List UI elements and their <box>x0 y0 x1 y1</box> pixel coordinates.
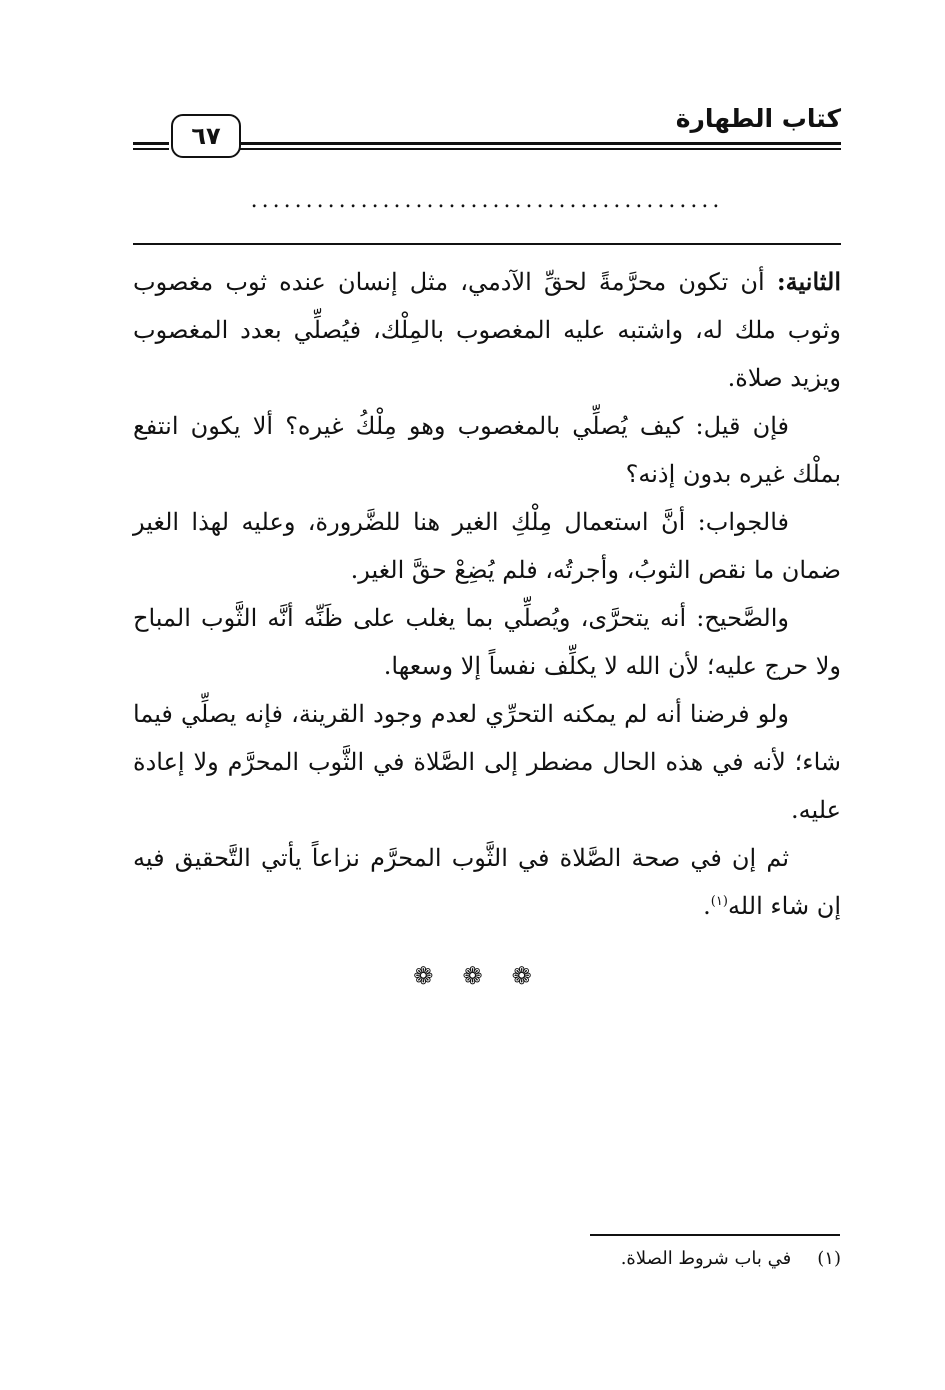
footnote-rule <box>590 1234 840 1236</box>
header-rule-right <box>239 142 841 152</box>
flower-ornament-icon: ❁ <box>511 962 532 990</box>
footnote-number: (١) <box>817 1248 841 1269</box>
paragraph-4: والصَّحيح: أنه يتحرَّى، ويُصلِّي بما يغلب على ظَنِّه أنَّه الثَّوب المباح ولا حرج عليه؛ لأن الله لا يكلِّف نفساً إلا وسعها. <box>133 604 841 680</box>
paragraph-6 <box>133 834 841 930</box>
paragraph-end: . <box>703 892 711 920</box>
running-title: كتاب الطهارة <box>675 104 841 133</box>
paragraph-text: ثم إن في صحة الصَّلاة في الثَّوب المحرَّم نزاعاً يأتي التَّحقيق فيه إن شاء الله <box>133 844 841 920</box>
paragraph-lead: الثانية: <box>776 267 841 296</box>
paragraph-1 <box>133 258 841 402</box>
paragraph-2: فإن قيل: كيف يُصلِّي بالمغصوب وهو مِلْكُ غيره؟ ألا يكون انتفع بملْك غيره بدون إذنه؟ <box>133 412 841 488</box>
section-divider-ornaments <box>0 964 945 988</box>
paragraph-3: فالجواب: أنَّ استعمال مِلْكِ الغير هنا للضَّرورة، وعليه لهذا الغير ضمان ما نقص الثوبُ، وأجرتُه، فلم يُضِعْ حقَّ الغير. <box>133 508 841 584</box>
main-text <box>133 258 841 930</box>
omission-dots: ........................................... <box>250 188 724 213</box>
text-top-rule <box>133 243 841 245</box>
footnote-reference[interactable]: (١) <box>710 894 728 909</box>
flower-ornament-icon: ❁ <box>462 962 483 990</box>
flower-ornament-icon: ❁ <box>413 962 434 990</box>
paragraph-5: ولو فرضنا أنه لم يمكنه التحرِّي لعدم وجود القرينة، فإنه يصلِّي فيما شاء؛ لأنه في هذه الحال مضطر إلى الصَّلاة في الثَّوب المحرَّم ولا إعادة عليه. <box>133 700 841 824</box>
paragraph-text: أن تكون محرَّمةً لحقِّ الآدمي، مثل إنسان عنده ثوب مغصوب وثوب ملك له، واشتبه عليه المغصوب بالمِلْك، فيُصلِّي بعدد المغصوب ويزيد صلاة. <box>133 268 841 392</box>
header-rule-left <box>133 142 169 152</box>
footnote-text: في باب شروط الصلاة. <box>620 1248 792 1269</box>
footnote <box>621 1248 841 1269</box>
page-header <box>133 100 841 160</box>
page-number: ٦٧ <box>171 114 241 158</box>
